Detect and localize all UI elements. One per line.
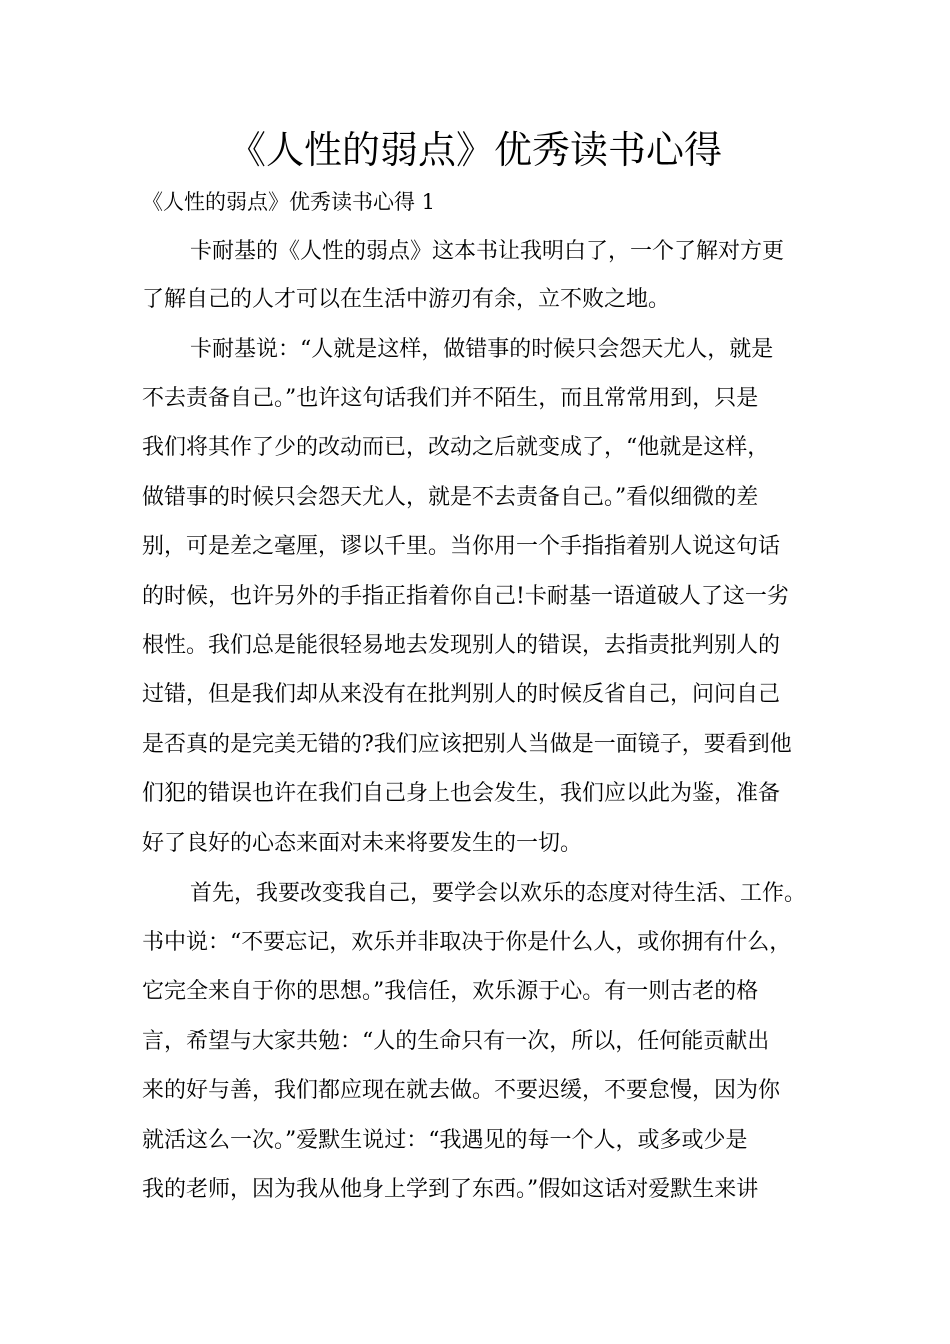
text-line: 不去责备自己。”也许这句话我们并不陌生，而且常常用到，只是: [142, 386, 759, 411]
section-heading: 《人性的弱点》优秀读书心得 1: [142, 190, 436, 214]
text-line: 首先，我要改变我自己，要学会以欢乐的态度对待生活、工作。: [190, 881, 807, 906]
text-line: 是否真的是完美无错的?我们应该把别人当做是一面镜子，要看到他: [142, 732, 792, 757]
text-line: 书中说：“不要忘记，欢乐并非取决于你是什么人，或你拥有什么，: [142, 930, 792, 955]
text-line: 根性。我们总是能很轻易地去发现别人的错误，去指责批判别人的: [142, 633, 781, 658]
text-line: 卡耐基的《人性的弱点》这本书让我明白了，一个了解对方更: [190, 239, 785, 264]
text-line: 的时候，也许另外的手指正指着你自己!卡耐基一语道破人了这一劣: [142, 584, 789, 609]
text-line: 来的好与善，我们都应现在就去做。不要迟缓，不要怠慢，因为你: [142, 1078, 781, 1103]
text-line: 它完全来自于你的思想。”我信任，欢乐源于心。有一则古老的格: [142, 979, 759, 1004]
text-line: 们犯的错误也许在我们自己身上也会发生，我们应以此为鉴，准备: [142, 781, 781, 806]
text-line: 就活这么一次。”爱默生说过：“我遇见的每一个人，或多或少是: [142, 1128, 748, 1153]
text-line: 好了良好的心态来面对未来将要发生的一切。: [142, 831, 583, 856]
text-line: 言，希望与大家共勉：“人的生命只有一次，所以，任何能贡献出: [142, 1029, 770, 1054]
document-title: 《人性的弱点》优秀读书心得: [227, 128, 722, 172]
text-line: 了解自己的人才可以在生活中游刃有余，立不败之地。: [142, 287, 671, 312]
text-line: 我的老师，因为我从他身上学到了东西。”假如这话对爱默生来讲: [142, 1177, 759, 1202]
text-line: 我们将其作了少的改动而已，改动之后就变成了，“他就是这样，: [142, 435, 770, 460]
text-line: 做错事的时候只会怨天尤人，就是不去责备自己。”看似细微的差: [142, 485, 759, 510]
text-line: 别，可是差之毫厘，谬以千里。当你用一个手指指着别人说这句话: [142, 534, 781, 559]
text-line: 卡耐基说：“人就是这样，做错事的时候只会怨天尤人，就是: [190, 337, 774, 362]
text-line: 过错，但是我们却从来没有在批判别人的时候反省自己，问问自己: [142, 682, 781, 707]
